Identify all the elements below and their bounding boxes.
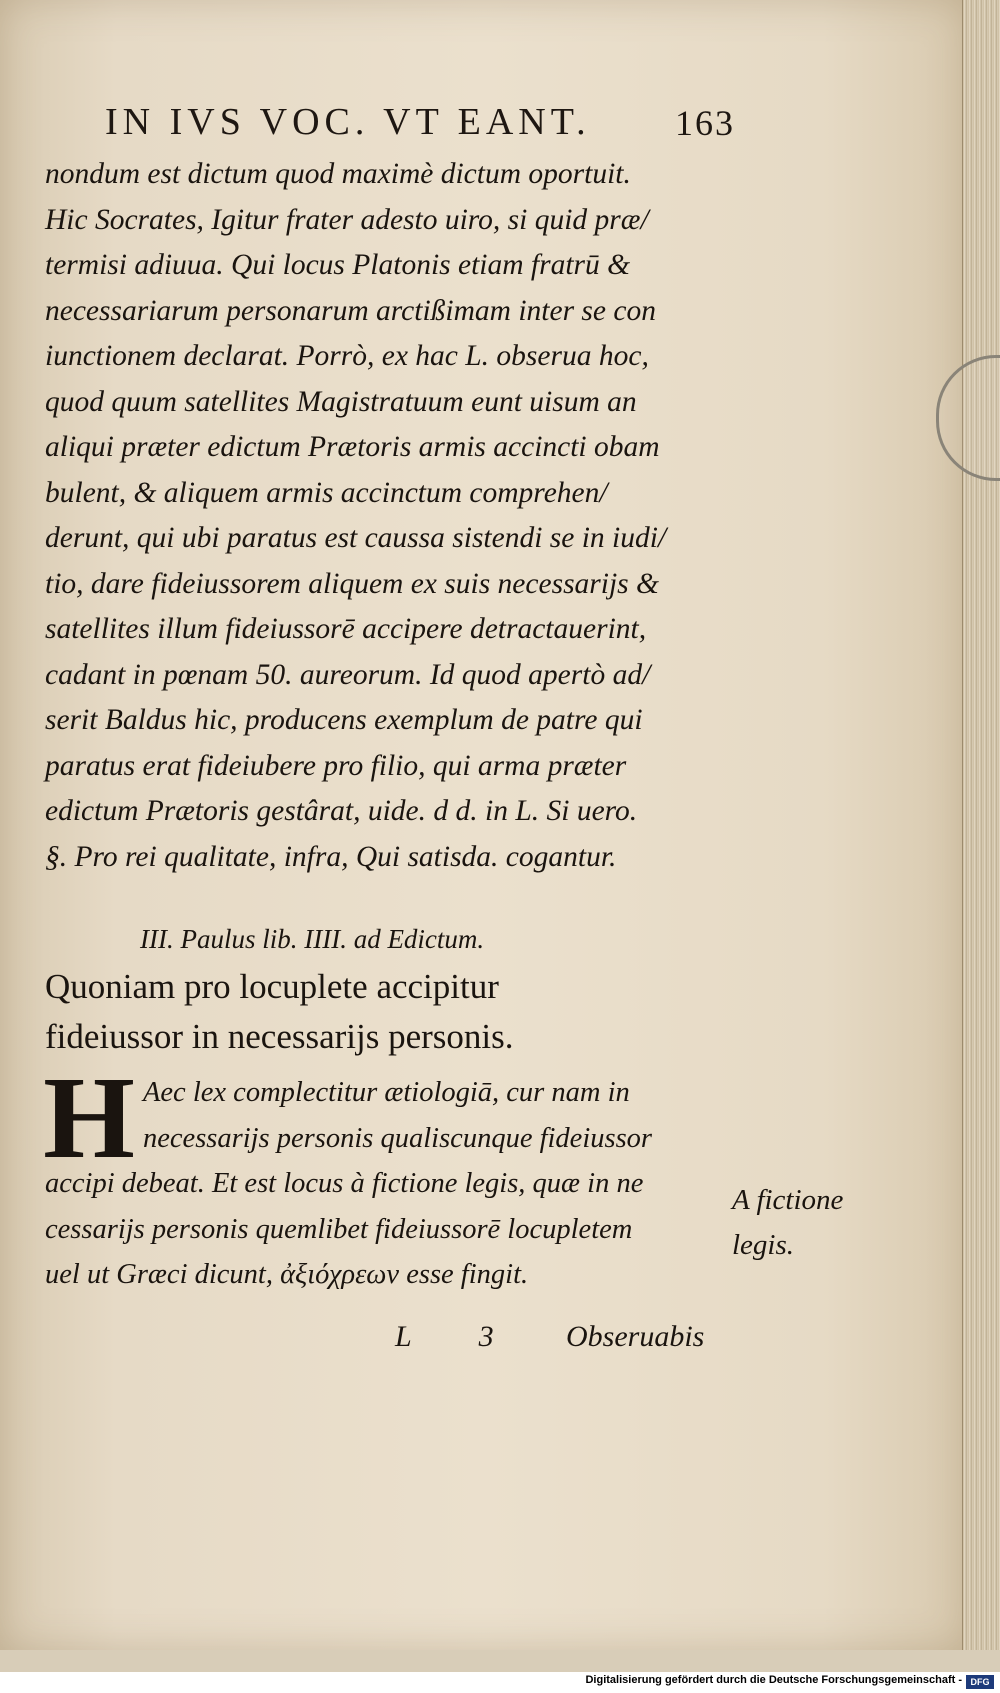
commentary-line: uel ut Græci dicunt, ἀξιόχρεων esse fingit. <box>45 1259 529 1290</box>
signature-mark: L 3 <box>395 1320 524 1353</box>
body-line: derunt, qui ubi paratus est caussa sistendi se in iudi/ <box>45 522 667 554</box>
body-line: nondum est dictum quod maximè dictum oportuit. <box>45 158 631 190</box>
commentary-line: cessarijs personis quemlibet fideiussorē locupletem <box>45 1213 633 1245</box>
body-line: edictum Prætoris gestârat, uide. d d. in L. Si uero. <box>45 795 638 827</box>
body-text <box>45 152 745 880</box>
commentary-line: accipi debeat. Et est locus à fictione legis, quæ in ne <box>45 1168 644 1199</box>
rubric-line: Quoniam pro locuplete accipitur <box>45 967 499 1006</box>
dfg-logo: DFG <box>966 1675 994 1689</box>
page-number: 163 <box>675 103 735 143</box>
commentary-text <box>45 1070 745 1298</box>
body-line: termisi adiuua. Qui locus Platonis etiam fratrū & <box>45 249 631 281</box>
digitization-footer <box>0 1672 1000 1693</box>
body-line: satellites illum fideiussorē accipere detractauerint, <box>45 613 647 645</box>
page-fore-edges <box>962 0 1000 1650</box>
marginal-note <box>732 1178 843 1268</box>
marginal-note-line: legis. <box>732 1229 795 1261</box>
body-line: §. Pro rei qualitate, infra, Qui satisda. cogantur. <box>45 840 617 873</box>
running-head <box>105 100 735 150</box>
body-line: serit Baldus hic, producens exemplum de patre qui <box>45 704 643 736</box>
body-line: iunctionem declarat. Porrò, ex hac L. obserua hoc, <box>45 340 649 372</box>
marginal-note-line: A fictione <box>732 1184 844 1216</box>
rubric-line: fideiussor in necessarijs personis. <box>45 1017 514 1056</box>
running-head-title: IN IVS VOC. VT EANT. <box>105 101 591 143</box>
body-line: paratus erat fideiubere pro filio, qui arma præter <box>45 749 627 782</box>
commentary-line: Aec lex complectitur ætiologiā, cur nam in <box>143 1077 630 1108</box>
body-line: bulent, & aliquem armis accinctum comprehen/ <box>45 476 608 509</box>
footer-credit: Digitalisierung gefördert durch die Deutsche Forschungsgemeinschaft - <box>585 1674 962 1686</box>
section-heading: III. Paulus lib. IIII. ad Edictum. <box>140 924 485 954</box>
body-line: Hic Socrates, Igitur frater adesto uiro, si quid præ/ <box>45 203 649 236</box>
body-line: tio, dare fideiussorem aliquem ex suis necessarijs & <box>45 567 659 600</box>
body-line: cadant in pœnam 50. aureorum. Id quod apertò ad/ <box>45 658 651 691</box>
body-line: necessariarum personarum arctißimam inter se con <box>45 294 656 327</box>
body-line: quod quum satellites Magistratuum eunt uisum an <box>45 385 637 418</box>
drop-cap: H <box>43 1052 135 1183</box>
commentary-line: necessarijs personis qualiscunque fideiussor <box>143 1122 653 1154</box>
catchword: Obseruabis <box>566 1320 705 1353</box>
rubric <box>45 962 745 1062</box>
body-line: aliqui præter edictum Prætoris armis accincti obam <box>45 431 660 463</box>
